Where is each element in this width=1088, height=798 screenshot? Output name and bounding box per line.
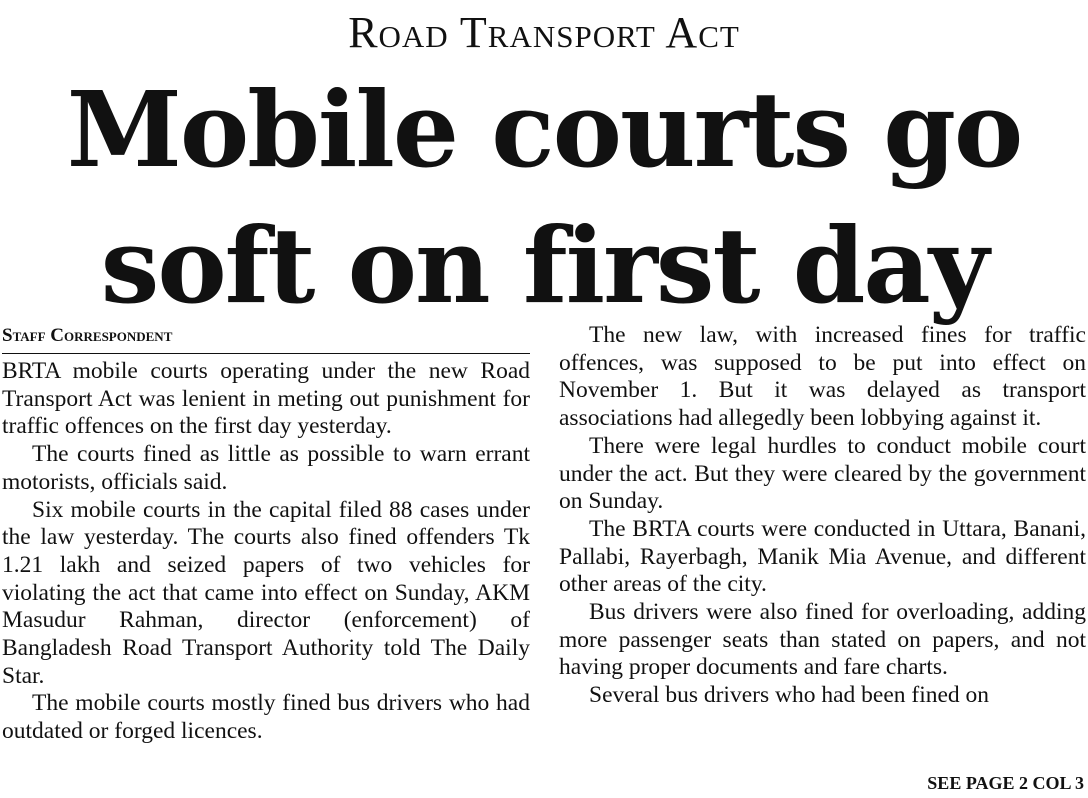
byline: Staff Correspondent [2, 322, 530, 354]
article-headline [0, 62, 1088, 334]
paragraph: The BRTA courts were conducted in Uttara, Banani, Pallabi, Rayerbagh, Manik Mia Avenue, and different other areas of the city. [559, 515, 1086, 598]
headline-line-2: soft on first day [100, 204, 988, 327]
article-column-left [2, 322, 530, 746]
paragraph: The courts fined as little as possible to warn errant motorists, officials said. [2, 441, 530, 495]
paragraph: Bus drivers were also fined for overloading, adding more passenger seats than stated on papers, and not having proper documents and fare charts. [559, 599, 1086, 681]
article-column-right [559, 322, 1086, 710]
paragraph: Six mobile courts in the capital filed 88 cases under the law yesterday. The courts also fined offenders Tk 1.21 lakh and seized papers of two vehicles for violating the act that came into effect on Sunday, AKM Masudur Rahman, director (enforcement) of Bangladesh Road Transport Authority told The Daily Star. [2, 496, 530, 689]
paragraph: The mobile courts mostly fined bus drivers who had outdated or forged licences. [2, 690, 530, 745]
paragraph: The new law, with increased fines for traffic offences, was supposed to be put into effect on November 1. But it was delayed as transport associations had allegedly been lobbying against it. [559, 322, 1086, 432]
paragraph: BRTA mobile courts operating under the new Road Transport Act was lenient in meting out punishment for traffic offences on the first day yesterday. [2, 358, 530, 440]
paragraph: There were legal hurdles to conduct mobile court under the act. But they were cleared by the government on Sunday. [559, 432, 1086, 515]
headline-line-1: Mobile courts go [66, 68, 1022, 191]
article-kicker: Road Transport Act [348, 8, 740, 57]
continued-jump-line: SEE PAGE 2 COL 3 [927, 773, 1084, 793]
paragraph: Several bus drivers who had been fined on [589, 682, 990, 709]
